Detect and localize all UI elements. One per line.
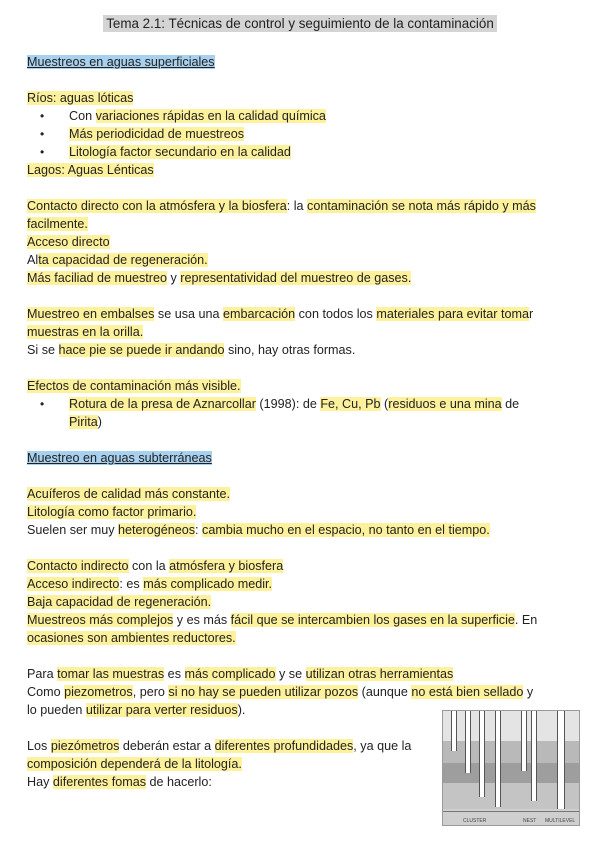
caption-nest: NEST [523,818,537,824]
piezometer-diagram [442,710,580,826]
paragraph-line: Para tomar las muestras es más complicado y se utilizan otras herramientas [27,667,454,681]
bullet-item: Con variaciones rápidas en la calidad química [69,109,326,123]
paragraph-line: Alta capacidad de regeneración. [27,253,208,267]
piezometer-tube [479,711,485,797]
paragraph-line: Efectos de contaminación más visible. [27,379,241,393]
bullet-icon: • [40,127,45,141]
paragraph-line: Hay diferentes fomas de hacerlo: [27,775,212,789]
paragraph-line: Si se hace pie se puede ir andando sino, hay otras formas. [27,343,356,357]
bullet-item: Rotura de la presa de Aznarcollar (1998): de Fe, Cu, Pb (residuos e una mina de [69,397,520,411]
paragraph-line: Los piezómetros deberán estar a diferentes profundidades, ya que la [27,739,412,753]
paragraph-line: composición dependerá de la litología. [27,757,242,771]
caption-multilevel: MULTILEVEL [545,818,576,824]
section-heading-groundwater: Muestreo en aguas subterráneas [27,451,212,465]
piezometer-tube [465,711,471,773]
bullet-item: Litología factor secundario en la calidad [69,145,291,159]
bullet-item: Más periodicidad de muestreos [69,127,245,141]
paragraph-line: Muestreo en embalses se usa una embarcación con todos los materiales para evitar tomar [27,307,534,321]
bullet-item-continuation: Pirita) [69,415,102,429]
paragraph-line: Más faciliad de muestreo y representatividad del muestreo de gases. [27,271,412,285]
bullet-icon: • [40,145,45,159]
paragraph-line: Contacto directo con la atmósfera y la biosfera: la contaminación se nota más rápido y más [27,199,536,213]
section-heading-surface: Muestreos en aguas superficiales [27,55,215,69]
paragraph-line: facilmente. [27,217,88,231]
paragraph-line: Litología como factor primario. [27,505,197,519]
paragraph-line: ocasiones son ambientes reductores. [27,631,236,645]
paragraph-line: Baja capacidad de regeneración. [27,595,212,609]
paragraph-line: lo pueden utilizar para verter residuos). [27,703,246,717]
piezometer-tube [521,711,527,771]
caption-cluster: CLUSTER [463,818,487,824]
piezometer-tube [495,711,501,807]
paragraph-line: Acceso indirecto: es más complicado medir. [27,577,273,591]
caption-divider [443,811,579,812]
bullet-icon: • [40,397,45,411]
piezometer-tube [451,711,457,751]
piezometer-tube [531,711,537,801]
line-rios: Ríos: aguas lóticas [27,91,134,105]
paragraph-line: muestras en la orilla. [27,325,144,339]
line-lagos: Lagos: Aguas Lénticas [27,163,154,177]
page-title: Tema 2.1: Técnicas de control y seguimiento de la contaminación [0,15,600,33]
paragraph-line: Como piezometros, pero si no hay se pueden utilizar pozos (aunque no está bien sellado y [27,685,534,699]
paragraph-line: Acceso directo [27,235,110,249]
paragraph-line: Muestreos más complejos y es más fácil que se intercambien los gases en la superficie. En [27,613,538,627]
paragraph-line: Suelen ser muy heterogéneos: cambia mucho en el espacio, no tanto en el tiempo. [27,523,490,537]
paragraph-line: Contacto indirecto con la atmósfera y biosfera [27,559,284,573]
piezometer-tube [557,711,565,809]
paragraph-line: Acuíferos de calidad más constante. [27,487,231,501]
bullet-icon: • [40,109,45,123]
